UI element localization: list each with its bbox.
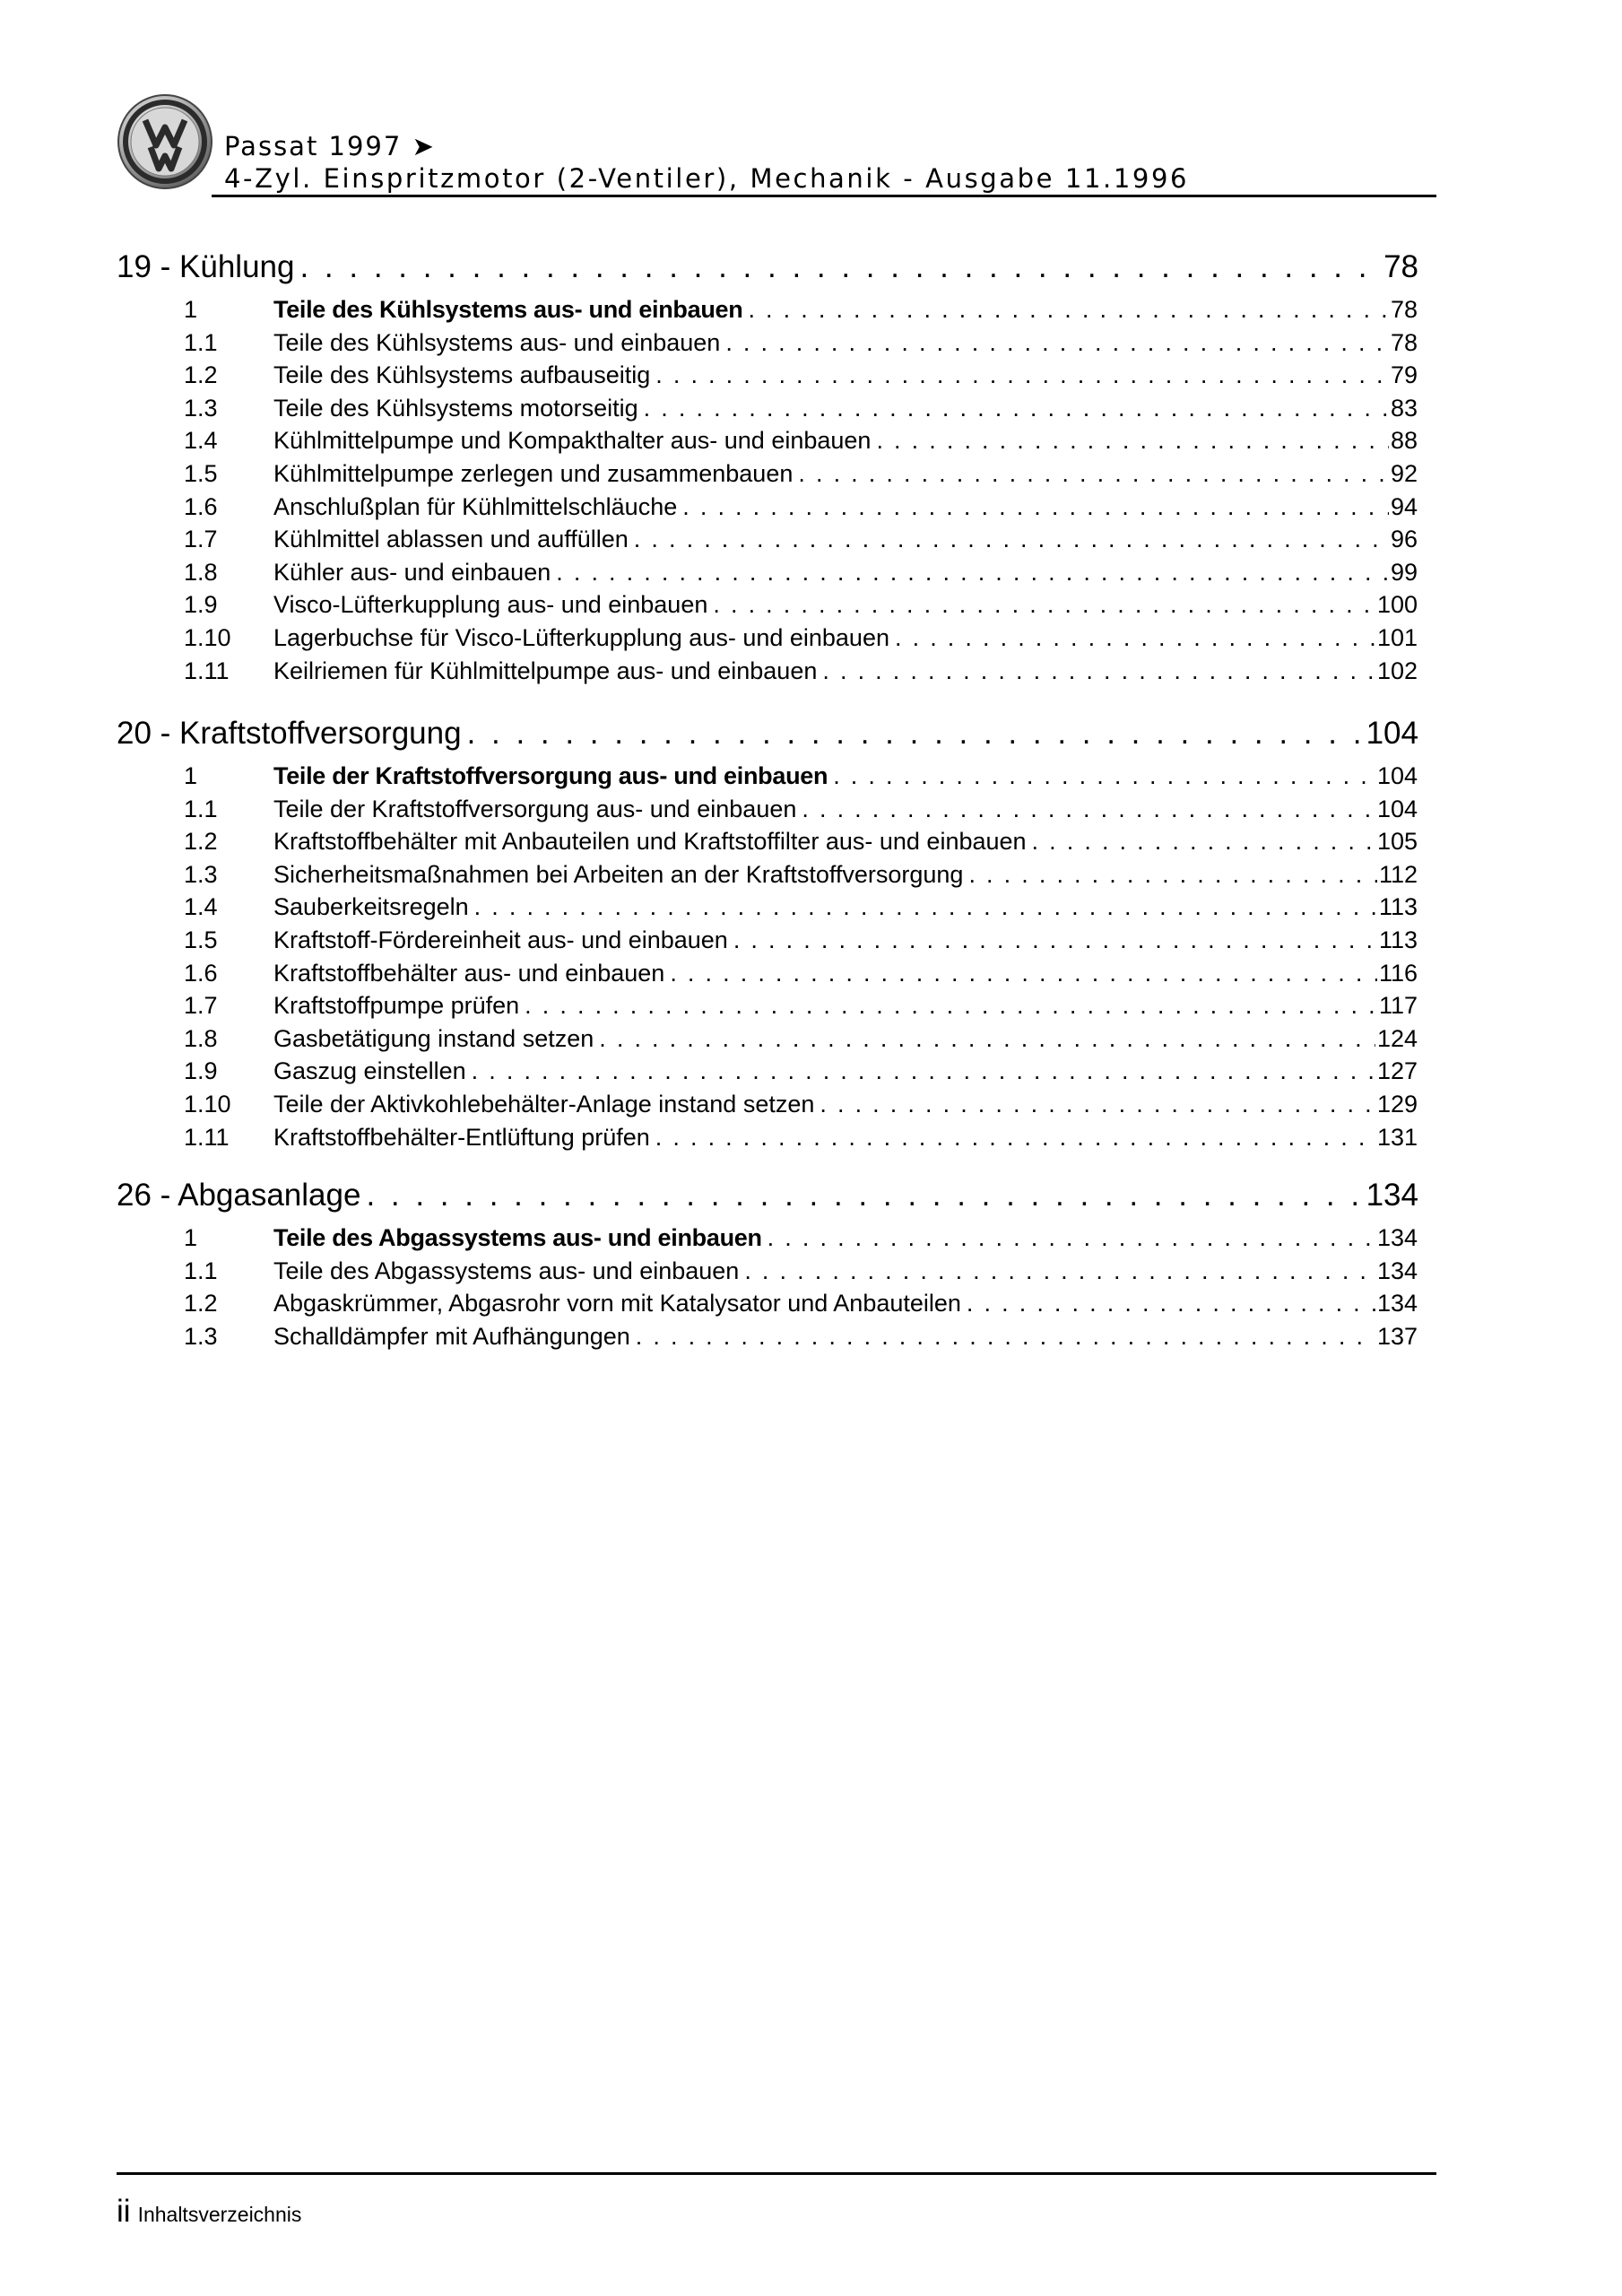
toc-entry-page: 104 (1376, 762, 1418, 789)
toc-entry[interactable] (184, 591, 1418, 623)
toc-entry-title: Sicherheitsmaßnahmen bei Arbeiten an der Kraftstoffversorgung (273, 860, 964, 888)
toc-entry[interactable] (184, 526, 1418, 558)
toc-chapter[interactable] (117, 249, 1418, 294)
toc-entry-title: Teile des Kühlsystems aufbauseitig (273, 361, 651, 389)
toc-entry[interactable] (184, 1323, 1418, 1355)
toc-entry-number: 1.5 (184, 460, 218, 487)
toc-entry-number: 1.10 (184, 1091, 231, 1118)
toc-entry-page: 117 (1378, 992, 1418, 1020)
toc-entry-title: Abgaskrümmer, Abgasrohr vorn mit Katalysator und Anbauteilen (273, 1290, 961, 1318)
toc-entry-number: 1 (184, 1224, 198, 1251)
toc-entry-title: Kraftstoffbehälter-Entlüftung prüfen (273, 1123, 650, 1151)
toc-entry[interactable] (184, 762, 1418, 795)
toc-leader-dots (822, 657, 1375, 685)
toc-leader-dots (748, 296, 1389, 324)
toc-leader-dots (895, 624, 1375, 652)
toc-entry[interactable] (184, 796, 1418, 828)
toc-entry-page: 78 (1390, 328, 1418, 356)
toc-entry-page: 134 (1376, 1224, 1418, 1251)
toc-leader-dots (472, 1057, 1375, 1085)
toc-entry-number: 1.1 (184, 328, 218, 356)
toc-entry-title: Teile der Aktivkohlebehälter-Anlage instand setzen (273, 1091, 815, 1118)
toc-entry[interactable] (184, 893, 1418, 926)
toc-leader-dots (733, 926, 1377, 954)
footer-page-number: ii (117, 2194, 131, 2229)
toc-entry-title: Lagerbuchse für Visco-Lüfterkupplung aus- und einbauen (273, 624, 889, 651)
toc-entry-title: Keilriemen für Kühlmittelpumpe aus- und einbauen (273, 657, 818, 684)
toc-entry[interactable] (184, 1224, 1418, 1257)
toc-entry-title: Teile des Kühlsystems aus- und einbauen (273, 296, 743, 323)
toc-entry[interactable] (184, 493, 1418, 526)
toc-entry-page: 88 (1390, 427, 1418, 455)
toc-entry-page: 129 (1376, 1091, 1418, 1118)
toc-entry[interactable] (184, 296, 1418, 328)
toc-entry-number: 1.7 (184, 992, 218, 1020)
toc-entry-number: 1.8 (184, 1024, 218, 1052)
toc-leader-dots (768, 1224, 1375, 1252)
toc-leader-dots (556, 559, 1389, 587)
toc-entry-page: 134 (1376, 1290, 1418, 1318)
toc-entry-title: Kühler aus- und einbauen (273, 558, 551, 586)
toc-entry-page: 124 (1376, 1024, 1418, 1052)
toc-entry[interactable] (184, 1257, 1418, 1290)
toc-chapter-title: 19 - Kühlung (117, 249, 295, 284)
toc-leader-dots (655, 361, 1389, 389)
toc-entry-number: 1.2 (184, 828, 218, 856)
toc-entry[interactable] (184, 1091, 1418, 1123)
toc-entry-title: Gaszug einstellen (273, 1057, 466, 1085)
toc-entry-page: 92 (1390, 460, 1418, 487)
toc-entry-number: 1.8 (184, 558, 218, 586)
toc-leader-dots (798, 460, 1389, 488)
toc-entry[interactable] (184, 926, 1418, 959)
toc-entry[interactable] (184, 861, 1418, 893)
toc-entry[interactable] (184, 960, 1418, 992)
toc-entry[interactable] (184, 1025, 1418, 1057)
toc-chapter-title: 20 - Kraftstoffversorgung (117, 716, 462, 751)
toc-entry[interactable] (184, 1290, 1418, 1322)
toc-entry[interactable] (184, 992, 1418, 1024)
toc-entry-page: 78 (1390, 296, 1418, 323)
toc-leader-dots (299, 249, 1382, 285)
toc-entry-number: 1.3 (184, 860, 218, 888)
toc-entry-title: Teile des Abgassystems aus- und einbauen (273, 1257, 740, 1284)
toc-leader-dots (634, 526, 1389, 553)
toc-leader-dots (802, 796, 1375, 823)
toc-entry-title: Kühlmittelpumpe zerlegen und zusammenbauen (273, 460, 794, 487)
footer-divider (117, 2172, 1436, 2175)
toc-entry-number: 1 (184, 762, 198, 789)
toc-leader-dots (713, 591, 1375, 619)
toc-entry-number: 1.4 (184, 893, 218, 921)
toc-entry-title: Teile der Kraftstoffversorgung aus- und einbauen (273, 795, 797, 822)
toc-entry-page: 100 (1376, 591, 1418, 619)
toc-leader-dots (525, 992, 1377, 1020)
toc-entry-title: Teile des Kühlsystems aus- und einbauen (273, 328, 721, 356)
header-subtitle: 4-Zyl. Einspritzmotor (2-Ventiler), Mechanik - Ausgabe 11.1996 (224, 163, 1190, 194)
toc-leader-dots (725, 329, 1389, 357)
toc-entry-page: 105 (1376, 828, 1418, 856)
toc-entry-number: 1.6 (184, 959, 218, 987)
toc-leader-dots (744, 1257, 1375, 1285)
toc-entry-page: 127 (1376, 1057, 1418, 1085)
vw-logo-icon (117, 93, 213, 190)
toc-entry-page: 99 (1390, 558, 1418, 586)
toc-leader-dots (967, 1290, 1375, 1318)
toc-entry[interactable] (184, 361, 1418, 394)
toc-chapter-title: 26 - Abgasanlage (117, 1178, 361, 1213)
toc-leader-dots (366, 1178, 1364, 1213)
toc-entry[interactable] (184, 329, 1418, 361)
toc-entry-page: 134 (1376, 1257, 1418, 1284)
toc-entry-number: 1.5 (184, 926, 218, 953)
toc-entry-page: 113 (1378, 926, 1418, 953)
toc-entry-title: Kühlmittelpumpe und Kompakthalter aus- und einbauen (273, 427, 872, 455)
toc-entry-page: 131 (1376, 1123, 1418, 1151)
toc-leader-dots (599, 1025, 1375, 1053)
toc-entry-number: 1.3 (184, 394, 218, 422)
toc-entry[interactable] (184, 624, 1418, 657)
toc-entry-title: Gasbetätigung instand setzen (273, 1024, 594, 1052)
toc-entry-title: Sauberkeitsregeln (273, 893, 469, 921)
toc-leader-dots (474, 893, 1377, 921)
toc-entry-number: 1 (184, 296, 198, 323)
toc-entry-page: 94 (1390, 492, 1418, 520)
toc-entry-number: 1.11 (184, 657, 230, 684)
toc-entry[interactable] (184, 1057, 1418, 1090)
toc-entry-number: 1.2 (184, 361, 218, 389)
toc-entry-number: 1.7 (184, 526, 218, 553)
toc-entry[interactable] (184, 828, 1418, 860)
toc-entry-page: 137 (1376, 1322, 1418, 1350)
toc-entry-title: Kraftstoffbehälter aus- und einbauen (273, 959, 665, 987)
toc-entry-page: 112 (1378, 860, 1418, 888)
footer (117, 2194, 301, 2230)
toc-entry-page: 104 (1376, 795, 1418, 822)
toc-entry-page: 79 (1390, 361, 1418, 389)
toc-entry-number: 1.1 (184, 1257, 218, 1284)
toc-entry-page: 113 (1378, 893, 1418, 921)
toc-entry-number: 1.9 (184, 591, 218, 619)
toc-entry-title: Teile des Kühlsystems motorseitig (273, 394, 638, 422)
toc-entry-page: 116 (1378, 959, 1418, 987)
toc-entry-number: 1.3 (184, 1322, 218, 1350)
toc-entry-number: 1.11 (184, 1123, 230, 1151)
footer-label: Inhaltsverzeichnis (137, 2203, 302, 2226)
toc-entry-number: 1.6 (184, 492, 218, 520)
toc-chapter-page: 104 (1366, 716, 1418, 751)
toc-entry[interactable] (184, 1124, 1418, 1156)
toc-leader-dots (876, 427, 1389, 455)
toc-entry-page: 96 (1390, 526, 1418, 553)
toc-leader-dots (833, 762, 1375, 790)
toc-entry-title: Teile der Kraftstoffversorgung aus- und einbauen (273, 762, 828, 789)
toc-leader-dots (682, 493, 1389, 521)
toc-leader-dots (644, 395, 1389, 422)
toc-leader-dots (636, 1323, 1375, 1351)
toc-chapter-page: 134 (1366, 1178, 1418, 1213)
toc-entry-page: 101 (1376, 624, 1418, 651)
toc-entry[interactable] (184, 460, 1418, 492)
toc-chapter[interactable] (117, 1178, 1418, 1222)
toc-leader-dots (820, 1091, 1375, 1118)
header-divider (212, 195, 1436, 197)
toc-entry-number: 1.9 (184, 1057, 218, 1085)
toc-entry-number: 1.1 (184, 795, 218, 822)
toc-chapter-page: 78 (1383, 249, 1418, 284)
toc-chapter[interactable] (117, 716, 1418, 761)
toc-entry[interactable] (184, 427, 1418, 459)
toc-leader-dots (467, 716, 1365, 752)
toc-entry-number: 1.4 (184, 427, 218, 455)
toc-entry-title: Schalldämpfer mit Aufhängungen (273, 1322, 630, 1350)
toc-entry-title: Visco-Lüfterkupplung aus- und einbauen (273, 591, 708, 619)
toc-entry-number: 1.10 (184, 624, 231, 651)
toc-entry[interactable] (184, 395, 1418, 427)
toc-leader-dots (968, 861, 1377, 889)
toc-entry-page: 83 (1390, 394, 1418, 422)
toc-entry-title: Kraftstoff-Fördereinheit aus- und einbauen (273, 926, 728, 953)
toc-entry[interactable] (184, 657, 1418, 690)
toc-entry-page: 102 (1376, 657, 1418, 684)
toc-entry-title: Teile des Abgassystems aus- und einbauen (273, 1224, 762, 1251)
header-title: Passat 1997 ➤ (224, 131, 436, 161)
toc-leader-dots (655, 1124, 1375, 1152)
toc-entry[interactable] (184, 559, 1418, 591)
toc-leader-dots (670, 960, 1377, 987)
toc-entry-title: Kraftstoffpumpe prüfen (273, 992, 520, 1020)
toc-entry-title: Kraftstoffbehälter mit Anbauteilen und Kraftstoffilter aus- und einbauen (273, 828, 1027, 856)
toc-entry-title: Anschlußplan für Kühlmittelschläuche (273, 492, 678, 520)
toc-entry-title: Kühlmittel ablassen und auffüllen (273, 526, 629, 553)
toc-leader-dots (1032, 828, 1375, 856)
toc-entry-number: 1.2 (184, 1290, 218, 1318)
